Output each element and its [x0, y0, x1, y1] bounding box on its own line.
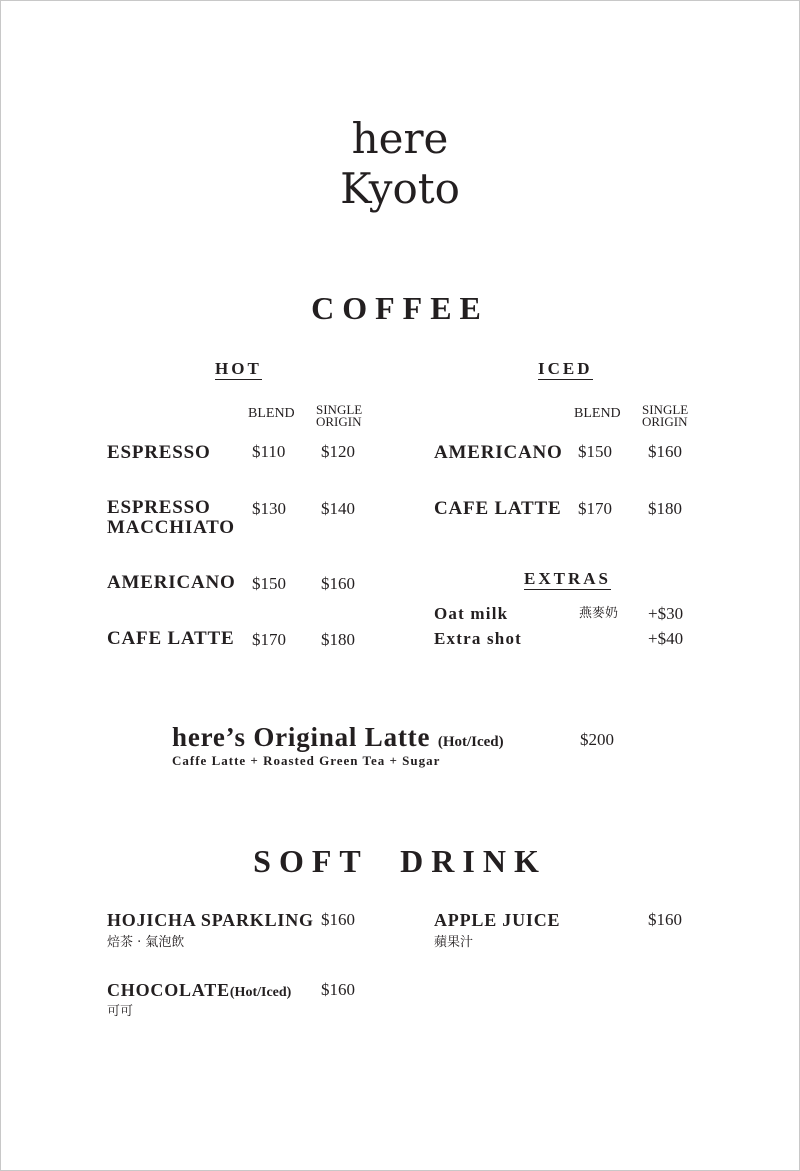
soft-apple-juice-cjk: 蘋果汁 — [434, 935, 474, 950]
extra-shot: Extra shot — [434, 629, 523, 648]
original-latte — [172, 724, 504, 751]
original-latte-description: Caffe Latte + Roasted Green Tea + Sugar — [172, 753, 441, 768]
hot-single-origin-header — [316, 404, 362, 428]
iced-single-header-line2: ORIGIN — [642, 414, 688, 429]
original-latte-name: here’s Original Latte — [172, 722, 431, 752]
hot-americano-single-price: $160 — [321, 574, 355, 593]
hot-single-header-line1: SINGLE — [316, 402, 363, 417]
hot-macchiato-blend-price: $130 — [252, 499, 286, 518]
hot-macchiato-line1: ESPRESSO — [107, 497, 211, 518]
iced-item-americano: AMERICANO — [434, 442, 563, 463]
original-latte-note: (Hot/Iced) — [437, 734, 504, 750]
iced-latte-blend-price: $170 — [578, 499, 612, 518]
hot-blend-header: BLEND — [248, 406, 295, 421]
hot-item-americano: AMERICANO — [107, 572, 236, 593]
iced-americano-blend-price: $150 — [578, 442, 612, 461]
brand-line-1: here — [351, 114, 449, 163]
soft-chocolate-name: CHOCOLATE — [107, 980, 230, 1000]
soft-chocolate-note: (Hot/Iced) — [229, 985, 292, 1000]
iced-item-cafe-latte: CAFE LATTE — [434, 498, 562, 519]
soft-chocolate-cjk: 可可 — [107, 1004, 134, 1019]
soft-item-hojicha-sparkling: HOJICHA SPARKLING — [107, 910, 314, 930]
hot-americano-blend-price: $150 — [252, 574, 286, 593]
hot-macchiato-line2: MACCHIATO — [107, 517, 235, 538]
iced-blend-header: BLEND — [574, 406, 621, 421]
original-latte-price: $200 — [580, 730, 614, 749]
soft-hojicha-price: $160 — [321, 910, 355, 929]
extra-shot-price: +$40 — [648, 629, 684, 648]
hot-item-cafe-latte: CAFE LATTE — [107, 628, 235, 649]
iced-latte-single-price: $180 — [648, 499, 682, 518]
hot-espresso-single-price: $120 — [321, 442, 355, 461]
soft-hojicha-cjk: 焙茶 · 氣泡飲 — [107, 935, 185, 950]
iced-single-header-line1: SINGLE — [642, 402, 689, 417]
hot-item-espresso: ESPRESSO — [107, 442, 211, 463]
soft-drink-title: SOFT DRINK — [253, 843, 547, 879]
iced-americano-single-price: $160 — [648, 442, 682, 461]
coffee-title: COFFEE — [311, 290, 489, 326]
hot-espresso-blend-price: $110 — [252, 442, 286, 461]
hot-macchiato-single-price: $140 — [321, 499, 355, 518]
iced-heading: ICED — [538, 359, 593, 378]
brand-line-2: Kyoto — [340, 164, 460, 213]
extra-oat-milk: Oat milk — [434, 604, 509, 623]
hot-single-header-line2: ORIGIN — [316, 414, 362, 429]
soft-item-chocolate — [107, 980, 291, 1003]
soft-item-apple-juice: APPLE JUICE — [434, 910, 561, 930]
soft-apple-juice-price: $160 — [648, 910, 682, 929]
extras-heading: EXTRAS — [524, 569, 611, 588]
hot-item-espresso-macchiato — [107, 498, 235, 538]
hot-latte-single-price: $180 — [321, 630, 355, 649]
hot-latte-blend-price: $170 — [252, 630, 286, 649]
extra-oat-milk-price: +$30 — [648, 604, 684, 623]
extra-oat-milk-cjk: 燕麥奶 — [579, 606, 619, 621]
iced-single-origin-header — [642, 404, 688, 428]
hot-heading: HOT — [215, 359, 262, 378]
soft-chocolate-price: $160 — [321, 980, 355, 999]
